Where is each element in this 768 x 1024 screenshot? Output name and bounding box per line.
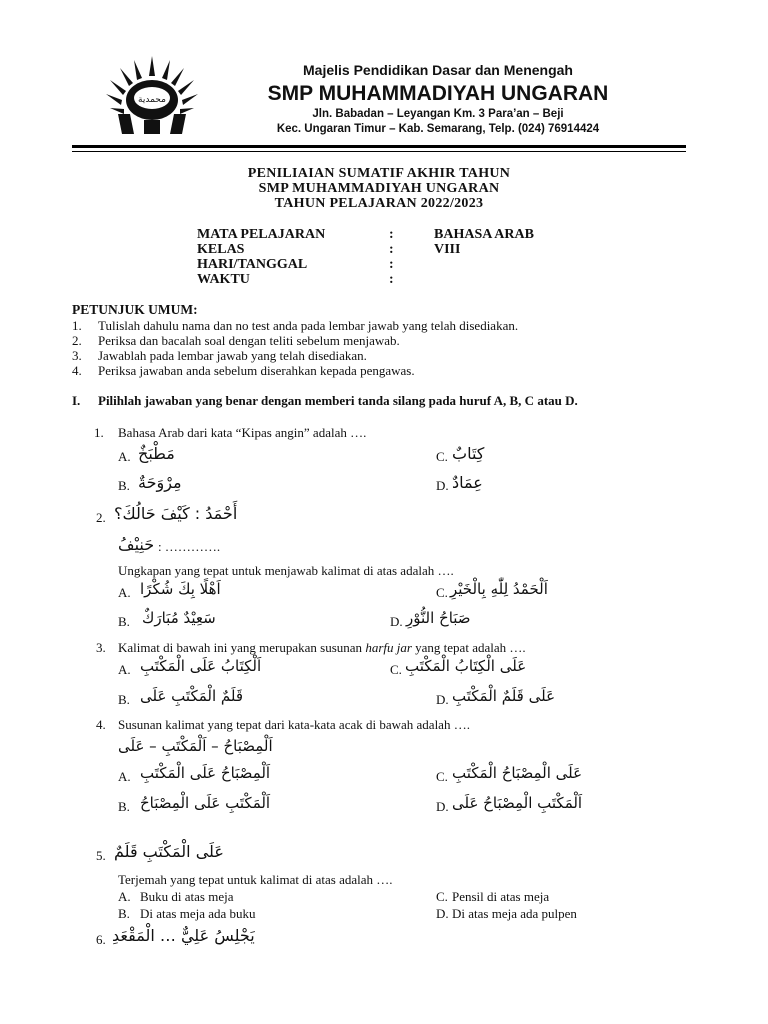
option-letter: D. xyxy=(436,478,449,493)
option-arabic: عَلَى الْكِتَابُ الْمَكْتَبِ xyxy=(405,657,527,675)
option-letter: A. xyxy=(118,449,131,464)
question-number: 2. xyxy=(96,510,106,525)
school-name: SMP MUHAMMADIYAH UNGARAN xyxy=(267,82,609,105)
option-letter: B. xyxy=(118,614,130,629)
meta-label: KELAS xyxy=(197,242,245,257)
option-letter: B. xyxy=(118,799,130,814)
instruction-number: 4. xyxy=(72,363,82,378)
meta-value: VIII xyxy=(434,242,461,257)
dialog-arabic: حَنِيْفُ xyxy=(118,535,155,554)
option-text: Di atas meja ada buku xyxy=(140,906,256,921)
option-letter: C. xyxy=(436,769,448,784)
option-text: Buku di atas meja xyxy=(140,889,234,904)
instruction-text: Tulislah dahulu nama dan no test anda pada lembar jawab yang telah disediakan. xyxy=(98,318,519,333)
question-arabic: اَلْمِصْبَاحُ – اَلْمَكْتَبِ – عَلَى xyxy=(118,737,273,755)
option-arabic: سَعِيْدٌ مُبَارَكٌ xyxy=(142,609,216,627)
question-number: 5. xyxy=(96,848,106,863)
question-number: 4. xyxy=(96,717,106,732)
option-letter: C. xyxy=(390,662,402,677)
exam-title: PENILIAIAN SUMATIF AKHIR TAHUN xyxy=(247,166,511,181)
meta-label: HARI/TANGGAL xyxy=(197,257,308,272)
option-text: Pensil di atas meja xyxy=(452,889,550,904)
instructions-heading: PETUNJUK UMUM: xyxy=(72,302,198,317)
question-arabic: أَحْمَدُ : كَيْفَ حَالُكَ؟ xyxy=(114,504,238,523)
option-letter: A. xyxy=(118,585,131,600)
header-rule-thin xyxy=(72,151,686,152)
question-arabic: يَجْلِسُ عَلِيٌّ … الْمَقْعَدِ xyxy=(112,926,255,945)
instruction-text: Jawablah pada lembar jawab yang telah disediakan. xyxy=(98,348,367,363)
meta-colon: : xyxy=(389,242,394,257)
option-arabic: مِرْوَحَةٌ xyxy=(138,473,182,492)
meta-colon: : xyxy=(389,272,394,287)
option-letter: A. xyxy=(118,769,131,784)
instruction-number: 1. xyxy=(72,318,82,333)
option-arabic: اَلْمَكْتَبِ الْمِصْبَاحُ عَلَى xyxy=(452,794,583,812)
option-arabic: اَلْمِصْبَاحُ عَلَى الْمَكْتَبِ xyxy=(140,764,271,782)
question-arabic: عَلَى الْمَكْتَبِ قَلَمٌ xyxy=(114,842,224,861)
question-text: Ungkapan yang tepat untuk menjawab kalimat di atas adalah …. xyxy=(118,563,454,578)
option-letter: D. xyxy=(436,906,449,921)
section-number: I. xyxy=(72,393,81,408)
option-arabic: اَهْلًا بِكَ شُكْرًا xyxy=(140,580,221,598)
question-text: Bahasa Arab dari kata “Kipas angin” adalah …. xyxy=(118,425,367,440)
option-arabic: عِمَادٌ xyxy=(452,473,483,492)
question-number: 1. xyxy=(94,425,104,440)
option-arabic: عَلَى قَلَمٌ الْمَكْتَبِ xyxy=(452,687,556,705)
option-letter: B. xyxy=(118,478,130,493)
question-number: 6. xyxy=(96,932,106,947)
option-arabic: قَلَمٌ الْمَكْتَبِ عَلَى xyxy=(140,687,244,705)
option-letter: C. xyxy=(436,889,448,904)
header-rule xyxy=(72,145,686,148)
meta-colon: : xyxy=(389,227,394,242)
address-line-2: Kec. Ungaran Timur – Kab. Semarang, Telp. (024) 76914424 xyxy=(276,123,600,135)
question-text: Terjemah yang tepat untuk kalimat di atas adalah …. xyxy=(118,872,393,887)
question-text: Kalimat di bawah ini yang merupakan susunan harfu jar yang tepat adalah …. xyxy=(118,640,526,655)
option-letter: B. xyxy=(118,906,130,921)
instruction-number: 3. xyxy=(72,348,82,363)
option-arabic: كِتَابٌ xyxy=(452,444,485,463)
option-letter: D. xyxy=(436,799,449,814)
exam-school: SMP MUHAMMADIYAH UNGARAN xyxy=(258,181,500,196)
option-letter: A. xyxy=(118,889,131,904)
option-arabic: عَلَى الْمِصْبَاحُ الْمَكْتَبِ xyxy=(452,764,583,782)
option-arabic: اَلْكِتَابُ عَلَى الْمَكْتَبِ xyxy=(140,657,262,675)
meta-label: MATA PELAJARAN xyxy=(197,227,326,242)
instruction-text: Periksa dan bacalah soal dengan teliti sebelum menjawab. xyxy=(98,333,400,348)
option-letter: C. xyxy=(436,449,448,464)
instruction-text: Periksa jawaban anda sebelum diserahkan kepada pengawas. xyxy=(98,363,415,378)
option-letter: B. xyxy=(118,692,130,707)
org-line: Majelis Pendidikan Dasar dan Menengah xyxy=(303,62,573,78)
school-logo xyxy=(104,54,200,138)
exam-year: TAHUN PELAJARAN 2022/2023 xyxy=(274,196,484,211)
svg-text:محمدية: محمدية xyxy=(138,95,166,105)
instruction-number: 2. xyxy=(72,333,82,348)
option-letter: D. xyxy=(390,614,403,629)
option-arabic: مَطْبَخٌ xyxy=(138,444,175,463)
meta-colon: : xyxy=(389,257,394,272)
section-instruction: Pilihlah jawaban yang benar dengan memberi tanda silang pada huruf A, B, C atau D. xyxy=(98,393,578,408)
question-number: 3. xyxy=(96,640,106,655)
option-arabic: اَلْحَمْدُ لِلّٰهِ بِالْخَيْرِ xyxy=(450,580,548,598)
option-text: Di atas meja ada pulpen xyxy=(452,906,577,921)
option-arabic: صَبَاحُ النُّوْرِ xyxy=(406,609,471,627)
meta-value: BAHASA ARAB xyxy=(434,227,534,242)
question-text: Susunan kalimat yang tepat dari kata-kata acak di bawah adalah …. xyxy=(118,717,470,732)
address-line-1: Jln. Babadan – Leyangan Km. 3 Para’an – Beji xyxy=(312,108,564,120)
option-letter: A. xyxy=(118,662,131,677)
option-arabic: اَلْمَكْتَبِ عَلَى الْمِصْبَاحُ xyxy=(140,794,271,812)
meta-label: WAKTU xyxy=(197,272,250,287)
option-letter: D. xyxy=(436,692,449,707)
dialog-blank: : …………. xyxy=(158,539,221,554)
option-letter: C. xyxy=(436,585,448,600)
